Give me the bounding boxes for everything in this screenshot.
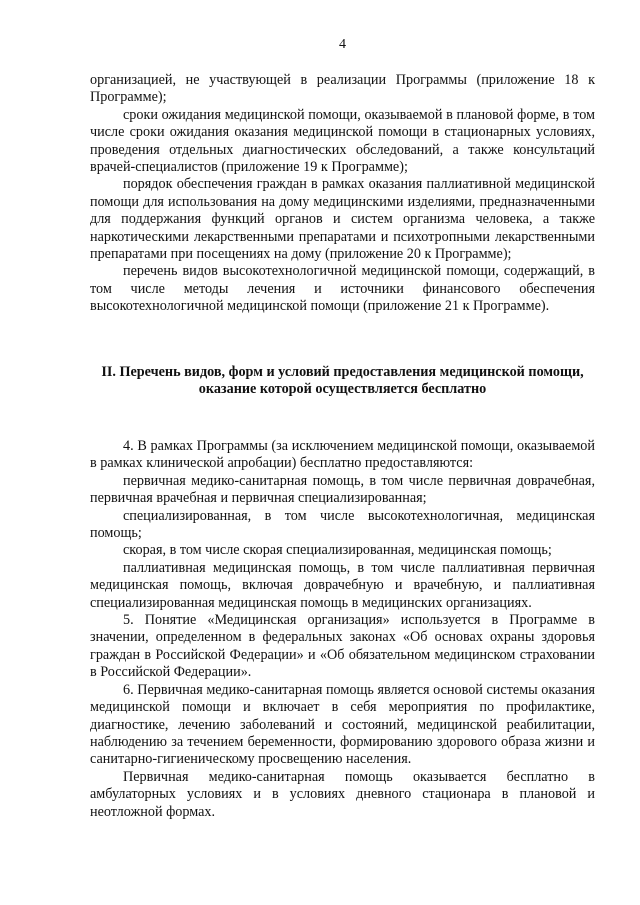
paragraph-section-5: паллиативная медицинская помощь, в том числе паллиативная первичная медицинская помощь, включая доврачебную и врачебную, и паллиативная специализированная медицинская помощь в медицинских организациях. <box>90 559 595 611</box>
section-block <box>90 438 595 821</box>
paragraph-intro-1: организацией, не участвующей в реализации Программы (приложение 18 к Программе); <box>90 72 595 106</box>
paragraph-section-8: Первичная медико-санитарная помощь оказывается бесплатно в амбулаторных условиях и в условиях дневного стационара в плановой и неотложной формах. <box>90 768 595 820</box>
section-heading: II. Перечень видов, форм и условий предоставления медицинской помощи, оказание которой осуществляется бесплатно <box>101 364 584 398</box>
paragraph-section-4: скорая, в том числе скорая специализированная, медицинская помощь; <box>123 542 552 559</box>
paragraph-section-2: первичная медико-санитарная помощь, в том числе первичная доврачебная, первичная врачебная и первичная специализированная; <box>90 472 595 507</box>
paragraph-intro-3: порядок обеспечения граждан в рамках оказания паллиативной медицинской помощи для использования на дому медицинскими изделиями, предназначенными для поддержания функций органов и систем организма человека, а также наркотическими лекарственными препаратами и психотропными лекарственными препаратами при посещениях на дому (приложение 20 к Программе); <box>90 176 595 263</box>
intro-block <box>90 72 595 316</box>
page-number: 4 <box>339 37 346 52</box>
paragraph-intro-2: сроки ожидания медицинской помощи, оказываемой в плановой форме, в том числе сроки ожидания оказания медицинской помощи в стационарных условиях, проведения отдельных диагностических обследований, а также консультаций врачей-специалистов (приложение 19 к Программе); <box>90 106 595 176</box>
paragraph-section-1: 4. В рамках Программы (за исключением медицинской помощи, оказываемой в рамках клинической апробации) бесплатно предоставляются: <box>90 438 595 472</box>
paragraph-section-3: специализированная, в том числе высокотехнологичная, медицинская помощь; <box>90 507 595 542</box>
paragraph-intro-4: перечень видов высокотехнологичной медицинской помощи, содержащий, в том числе методы лечения и источники финансового обеспечения высокотехнологичной медицинской помощи (приложение 21 к Программе). <box>90 263 595 315</box>
paragraph-section-6: 5. Понятие «Медицинская организация» используется в Программе в значении, определенном в федеральных законах «Об основах охраны здоровья граждан в Российской Федерации» и «Об обязательном медицинском страховании в Российской Федерации». <box>90 612 595 681</box>
paragraph-section-7: 6. Первичная медико-санитарная помощь является основой системы оказания медицинской помощи и включает в себя мероприятия по профилактике, диагностике, лечению заболеваний и состояний, медицинской реабилитации, наблюдению за течением беременности, формированию здорового образа жизни и санитарно-гигиеническому просвещению населения. <box>90 681 595 768</box>
